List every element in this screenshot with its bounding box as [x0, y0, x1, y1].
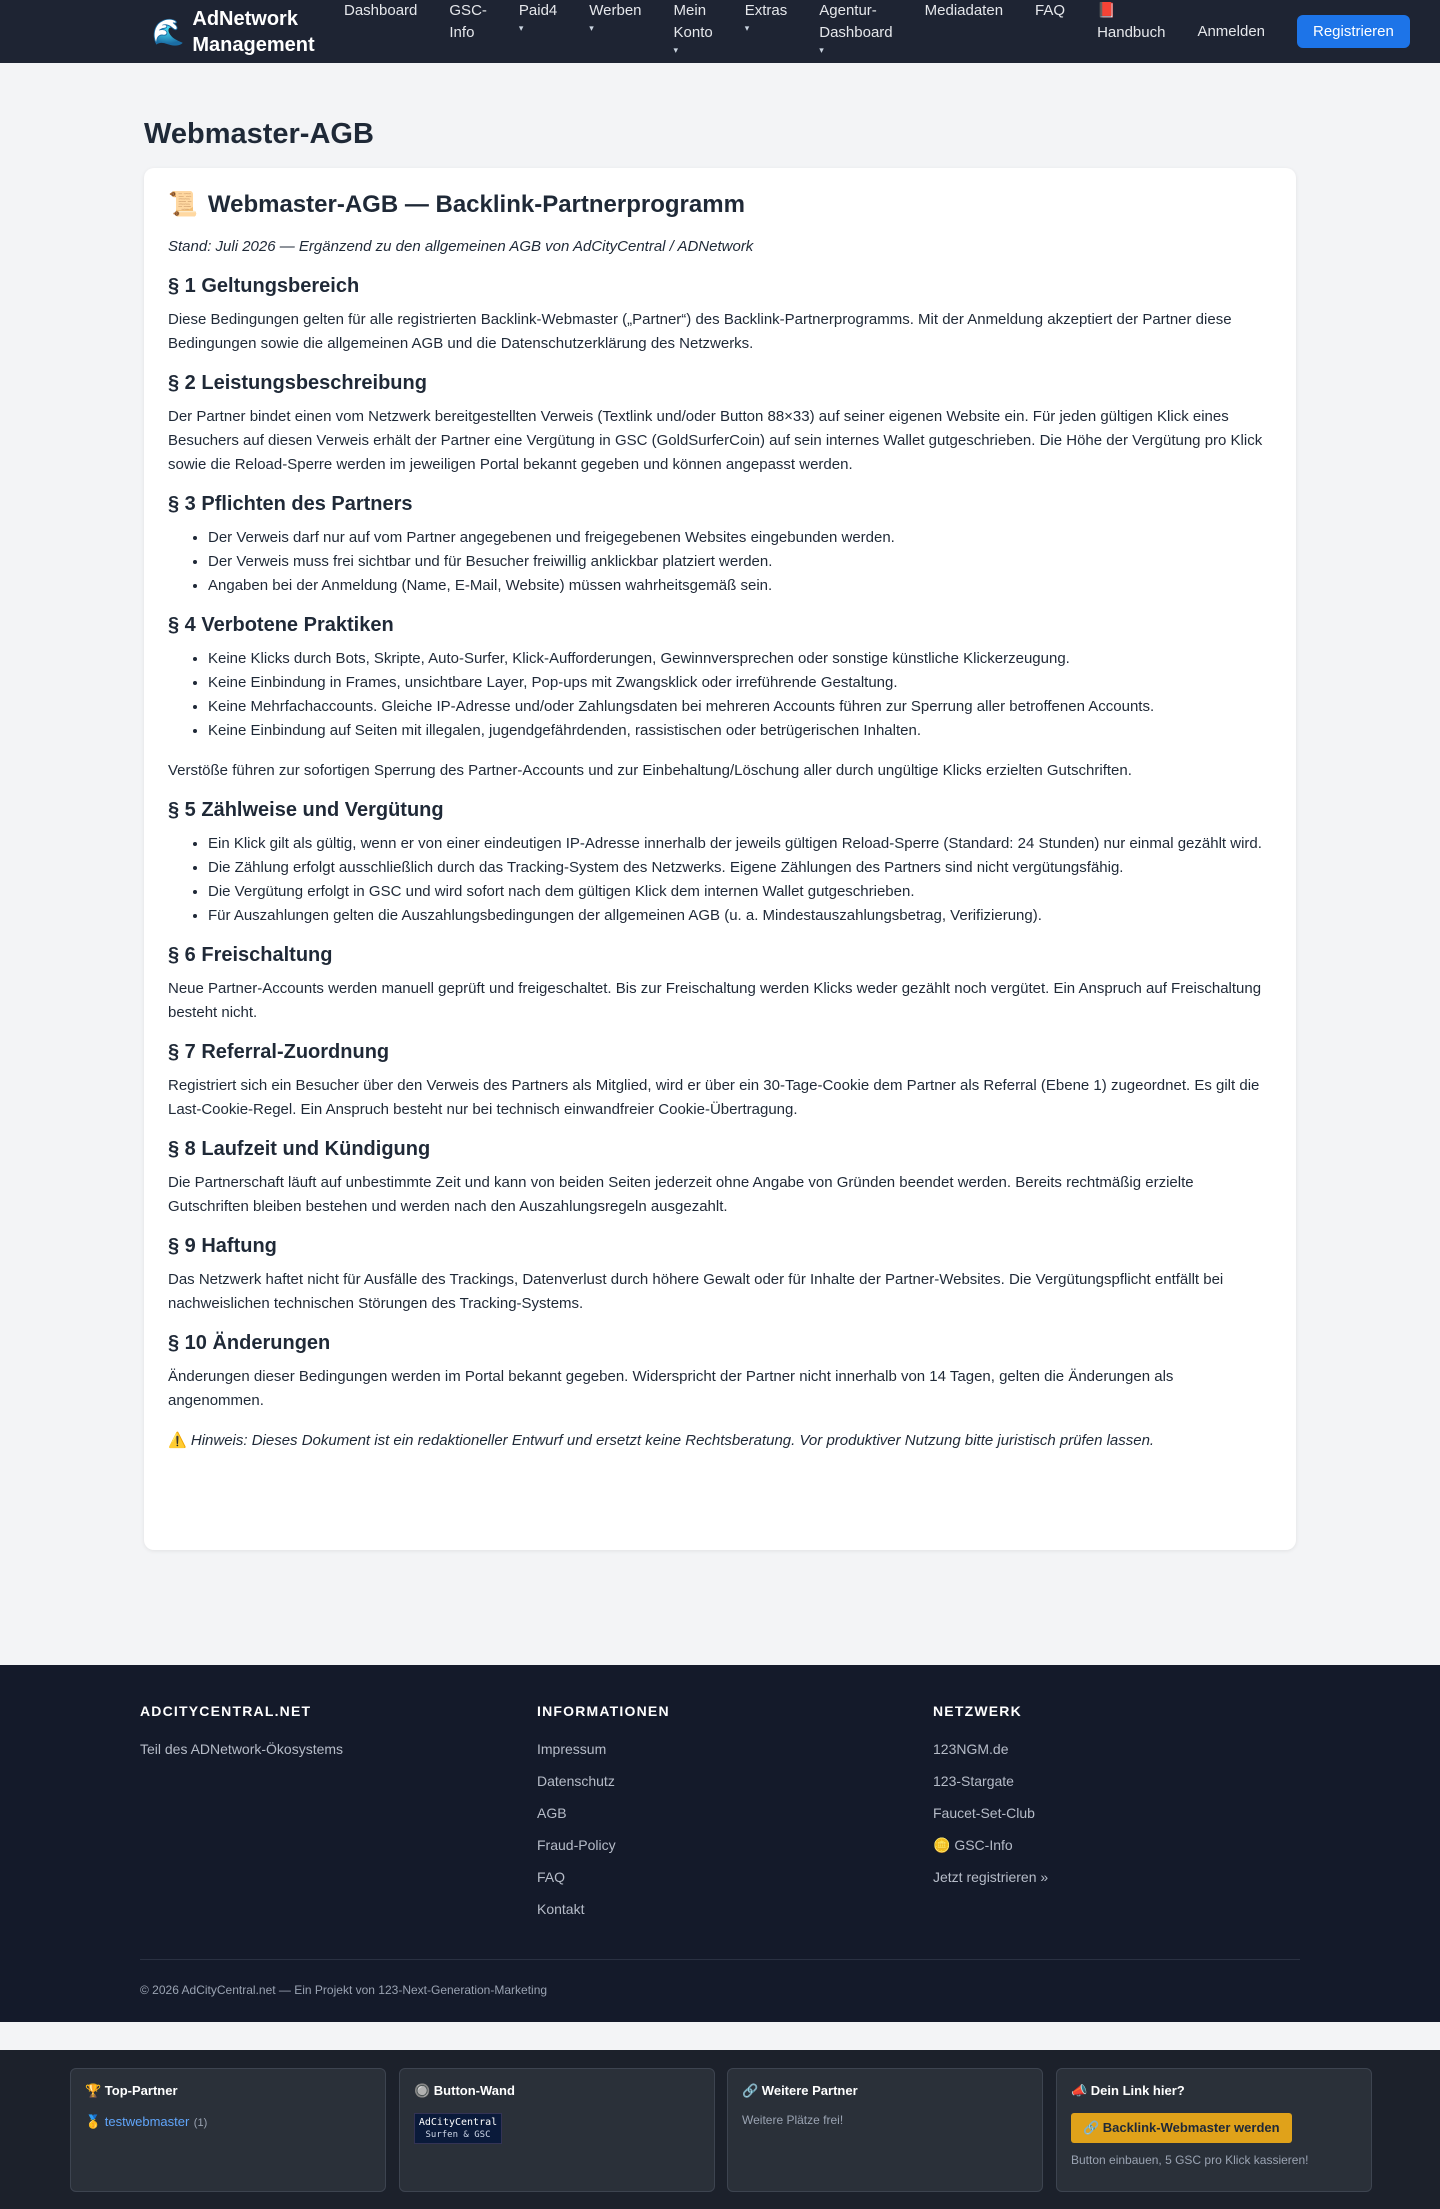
section-4-text: Verstöße führen zur sofortigen Sperrung des Partner-Accounts und zur Einbehaltung/Löschung aller durch ungültige Klicks erzielten Gutschriften.	[168, 762, 1132, 779]
section-9-title: § 9 Haftung	[168, 1235, 277, 1257]
partner-link[interactable]: 🥇 testwebmaster	[85, 2114, 190, 2129]
brand[interactable]	[152, 0, 332, 58]
list-item: • Die Vergütung erfolgt in GSC und wird sofort nach dem gültigen Klick dem internen Wallet gutgeschrieben.	[208, 880, 1272, 904]
section-10-title: § 10 Änderungen	[168, 1332, 331, 1354]
footer-col-title: INFORMATIONEN	[537, 1703, 670, 1719]
nav-item-label: Paid4	[518, 2, 558, 19]
hint-text: Hinweis: Dieses Dokument ist ein redaktioneller Entwurf und ersetzt keine Rechtsberatung. Vor produktiver Nutzung bitte juristisch prüfen lassen.	[190, 1432, 1155, 1449]
section-10-text: Änderungen dieser Bedingungen werden im Portal bekannt gegeben. Widerspricht der Partner nicht innerhalb von 14 Tagen, gelten die Änderungen als angenommen.	[168, 1368, 1174, 1409]
section-7-title: § 7 Referral-Zuordnung	[168, 1041, 390, 1063]
box-title: 📣 Dein Link hier?	[1071, 2083, 1185, 2098]
footer-divider	[140, 1959, 1300, 1960]
list-item: • Die Zählung erfolgt ausschließlich durch das Tracking-System des Netzwerks. Eigene Zählungen des Partners sind nicht vergütungsfähig.	[208, 856, 1272, 880]
page-title: Webmaster-AGB	[144, 118, 374, 150]
nav-item-label: Info	[449, 24, 475, 41]
chevron-down-icon: ▾	[744, 23, 750, 33]
nav-item-faq[interactable]	[1035, 0, 1065, 22]
card-title	[168, 190, 1272, 219]
list-item: • Keine Klicks durch Bots, Skripte, Auto-Surfer, Klick-Aufforderungen, Gewinnversprechen oder sonstige künstliche Klickerzeugung.	[208, 647, 1272, 671]
chevron-down-icon: ▾	[673, 45, 679, 55]
list-item: • Angaben bei der Anmeldung (Name, E-Mail, Website) müssen wahrheitsgemäß sein.	[208, 574, 1272, 598]
list-item: • Der Verweis darf nur auf vom Partner angegebenen und freigegebenen Websites eingebunden werden.	[208, 526, 1272, 550]
button-wall-box	[399, 2068, 715, 2192]
agb-card	[144, 168, 1296, 1550]
section-1-text: Diese Bedingungen gelten für alle registrierten Backlink-Webmaster („Partner“) des Backlink-Partnerprogramms. Mit der Anmeldung akzeptiert der Partner diese Bedingungen sowie die allgemeinen AGB und die Datenschutzerklärung des Netzwerks.	[168, 311, 1232, 352]
nav-item-extras[interactable]	[745, 0, 788, 34]
footer-link-faucet[interactable]: Faucet-Set-Club	[933, 1805, 1035, 1821]
footer-link-stargate[interactable]: 123-Stargate	[933, 1773, 1014, 1789]
nav-item-label: Konto	[673, 24, 713, 41]
banner-line1: AdCityCentral	[418, 2117, 498, 2128]
more-partners-box	[727, 2068, 1043, 2192]
nav-item-label: GSC-	[449, 2, 487, 19]
become-webmaster-button[interactable]: 🔗 Backlink-Webmaster werden	[1071, 2113, 1292, 2143]
footer-link-agb[interactable]: AGB	[537, 1805, 567, 1821]
login-link[interactable]: Anmelden	[1197, 23, 1265, 40]
section-4-title: § 4 Verbotene Praktiken	[168, 614, 394, 636]
list-item: • Keine Mehrfachaccounts. Gleiche IP-Adresse und/oder Zahlungsdaten bei mehreren Accounts führen zur Sperrung aller betroffenen Accounts.	[208, 695, 1272, 719]
wave-icon: 🌊	[152, 16, 185, 47]
disclaimer-hint	[168, 1429, 1272, 1453]
warning-icon: ⚠️	[168, 1432, 187, 1449]
footer-col-title: NETZWERK	[933, 1703, 1022, 1719]
footer-tagline: Teil des ADNetwork-Ökosystems	[140, 1741, 344, 1757]
section-2-text: Der Partner bindet einen vom Netzwerk bereitgestellten Verweis (Textlink und/oder Button 88×33) auf seiner eigenen Website ein. Für jeden gültigen Klick eines Besuchers auf diesen Verweis erhält der Partner eine Vergütung in GSC (GoldSurferCoin) auf sein internes Wallet gutgeschrieben. Die Höhe der Vergütung pro Klick sowie die Reload-Sperre werden im jeweiligen Portal bekannt gegeben und können angepasst werden.	[168, 408, 1263, 473]
nav-item-handbuch[interactable]	[1097, 0, 1165, 44]
nav-item-label: Agentur-	[819, 2, 877, 19]
nav-item-paid4[interactable]	[519, 0, 557, 34]
chevron-down-icon: ▾	[518, 23, 524, 33]
section-8-text: Die Partnerschaft läuft auf unbestimmte Zeit und kann von beiden Seiten jederzeit ohne Angabe von Gründen beendet werden. Bereits rechtmäßig erzielte Gutschriften bleiben bestehen und werden nach den Auszahlungsregeln ausgezahlt.	[168, 1174, 1194, 1215]
banner-line2: Surfen & GSC	[425, 2130, 491, 2140]
section-8-title: § 8 Laufzeit und Kündigung	[168, 1138, 431, 1160]
section-5-list	[208, 832, 1272, 928]
section-3-title: § 3 Pflichten des Partners	[168, 493, 413, 515]
nav-menu	[344, 0, 1197, 56]
partner-count: (1)	[193, 2117, 208, 2129]
your-link-box	[1056, 2068, 1372, 2192]
section-9-text: Das Netzwerk haftet nicht für Ausfälle des Trackings, Datenverlust durch höhere Gewalt oder für Inhalte der Partner-Websites. Die Vergütungspflicht entfällt bei nachweislichen technischen Störungen des Tracking-Systems.	[168, 1271, 1224, 1312]
your-link-text: Button einbauen, 5 GSC pro Klick kassieren!	[1071, 2153, 1309, 2167]
nav-item-label: Werben	[589, 2, 642, 19]
nav-item-label: Extras	[744, 2, 788, 19]
nav-item-label: Dashboard	[819, 24, 893, 41]
brand-line2: Management	[192, 34, 315, 56]
nav-right	[1197, 0, 1409, 63]
section-6-text: Neue Partner-Accounts werden manuell geprüft und freigeschaltet. Bis zur Freischaltung werden Klicks weder gezählt noch vergütet. Ein Anspruch auf Freischaltung besteht nicht.	[168, 980, 1262, 1021]
section-1-title: § 1 Geltungsbereich	[168, 275, 360, 297]
section-4-list	[208, 647, 1272, 743]
list-item: • Der Verweis muss frei sichtbar und für Besucher freiwillig anklickbar platziert werden.	[208, 550, 1272, 574]
footer-link-123ngm[interactable]: 123NGM.de	[933, 1741, 1009, 1757]
chevron-down-icon: ▾	[819, 45, 824, 55]
nav-item-label: 📕	[1097, 2, 1116, 19]
box-title: 🔗 Weitere Partner	[742, 2083, 858, 2098]
footer	[0, 1665, 1440, 2022]
nav-item-label: FAQ	[1035, 2, 1066, 19]
nav-item-mein-konto[interactable]	[674, 0, 713, 56]
footer-col-title: ADCITYCENTRAL.NET	[140, 1703, 312, 1719]
list-item: • Für Auszahlungen gelten die Auszahlungsbedingungen der allgemeinen AGB (u. a. Mindestauszahlungsbetrag, Verifizierung).	[208, 904, 1272, 928]
list-item: • Keine Einbindung auf Seiten mit illegalen, jugendgefährdenden, rassistischen oder betrügerischen Inhalten.	[208, 719, 1272, 743]
top-partner-box	[70, 2068, 386, 2192]
card-title-text: Webmaster-AGB — Backlink-Partnerprogramm	[207, 190, 745, 218]
footer-link-register[interactable]: Jetzt registrieren »	[933, 1869, 1049, 1885]
footer-col-network	[933, 1703, 1048, 1901]
box-title: 🔘 Button-Wand	[414, 2083, 515, 2098]
section-6-title: § 6 Freischaltung	[168, 944, 333, 966]
section-5-title: § 5 Zählweise und Vergütung	[168, 799, 444, 821]
brand-name	[192, 6, 332, 58]
register-button[interactable]: Registrieren	[1297, 15, 1410, 48]
nav-item-label: Handbuch	[1097, 24, 1166, 41]
nav-item-agentur-dashboard[interactable]	[819, 0, 892, 56]
footer-col-info	[537, 1703, 670, 1933]
section-3-list	[208, 526, 1272, 598]
footer-link-datenschutz[interactable]: Datenschutz	[537, 1773, 615, 1789]
footer-link-impressum[interactable]: Impressum	[537, 1741, 607, 1757]
footer-col-brand	[140, 1703, 343, 1773]
nav-item-label: Mediadaten	[924, 2, 1004, 19]
footer-link-faq[interactable]: FAQ	[537, 1869, 566, 1885]
partner-bar	[0, 2050, 1440, 2209]
footer-link-fraud-policy[interactable]: Fraud-Policy	[537, 1837, 616, 1853]
nav-item-dashboard[interactable]	[344, 0, 417, 22]
nav-item-werben[interactable]	[589, 0, 641, 34]
list-item: • Keine Einbindung in Frames, unsichtbare Layer, Pop-ups mit Zwangsklick oder irreführende Gestaltung.	[208, 671, 1272, 695]
list-item: • Ein Klick gilt als gültig, wenn er von einer eindeutigen IP-Adresse innerhalb der jeweils gültigen Reload-Sperre (Standard: 24 Stunden) nur einmal gezählt wird.	[208, 832, 1272, 856]
brand-line1: AdNetwork	[192, 8, 298, 30]
footer-link-gsc-info[interactable]: 🪙 GSC-Info	[933, 1837, 1013, 1853]
partner-banner-button[interactable]	[414, 2113, 502, 2144]
scroll-icon: 📜	[168, 191, 198, 218]
section-2-title: § 2 Leistungsbeschreibung	[168, 372, 427, 394]
nav-item-gsc-info[interactable]	[449, 0, 487, 44]
nav-item-mediadaten[interactable]	[925, 0, 1003, 22]
section-7-text: Registriert sich ein Besucher über den Verweis des Partners als Mitglied, wird er über ein 30-Tage-Cookie dem Partner als Referral (Ebene 1) zugeordnet. Es gilt die Last-Cookie-Regel. Ein Anspruch besteht nur bei technisch einwandfreier Cookie-Übertragung.	[168, 1077, 1260, 1118]
nav-item-label: Dashboard	[344, 2, 418, 19]
nav-item-label: Mein	[673, 2, 707, 19]
footer-link-kontakt[interactable]: Kontakt	[537, 1901, 585, 1917]
free-slots-text: Weitere Plätze frei!	[742, 2113, 844, 2127]
box-title: 🏆 Top-Partner	[85, 2083, 178, 2098]
chevron-down-icon: ▾	[589, 23, 594, 33]
top-navbar	[0, 0, 1440, 63]
stand-date: Stand: Juli 2026 — Ergänzend zu den allgemeinen AGB von AdCityCentral / ADNetwork	[168, 238, 754, 255]
copyright: © 2026 AdCityCentral.net — Ein Projekt von 123-Next-Generation-Marketing	[140, 1983, 548, 1997]
